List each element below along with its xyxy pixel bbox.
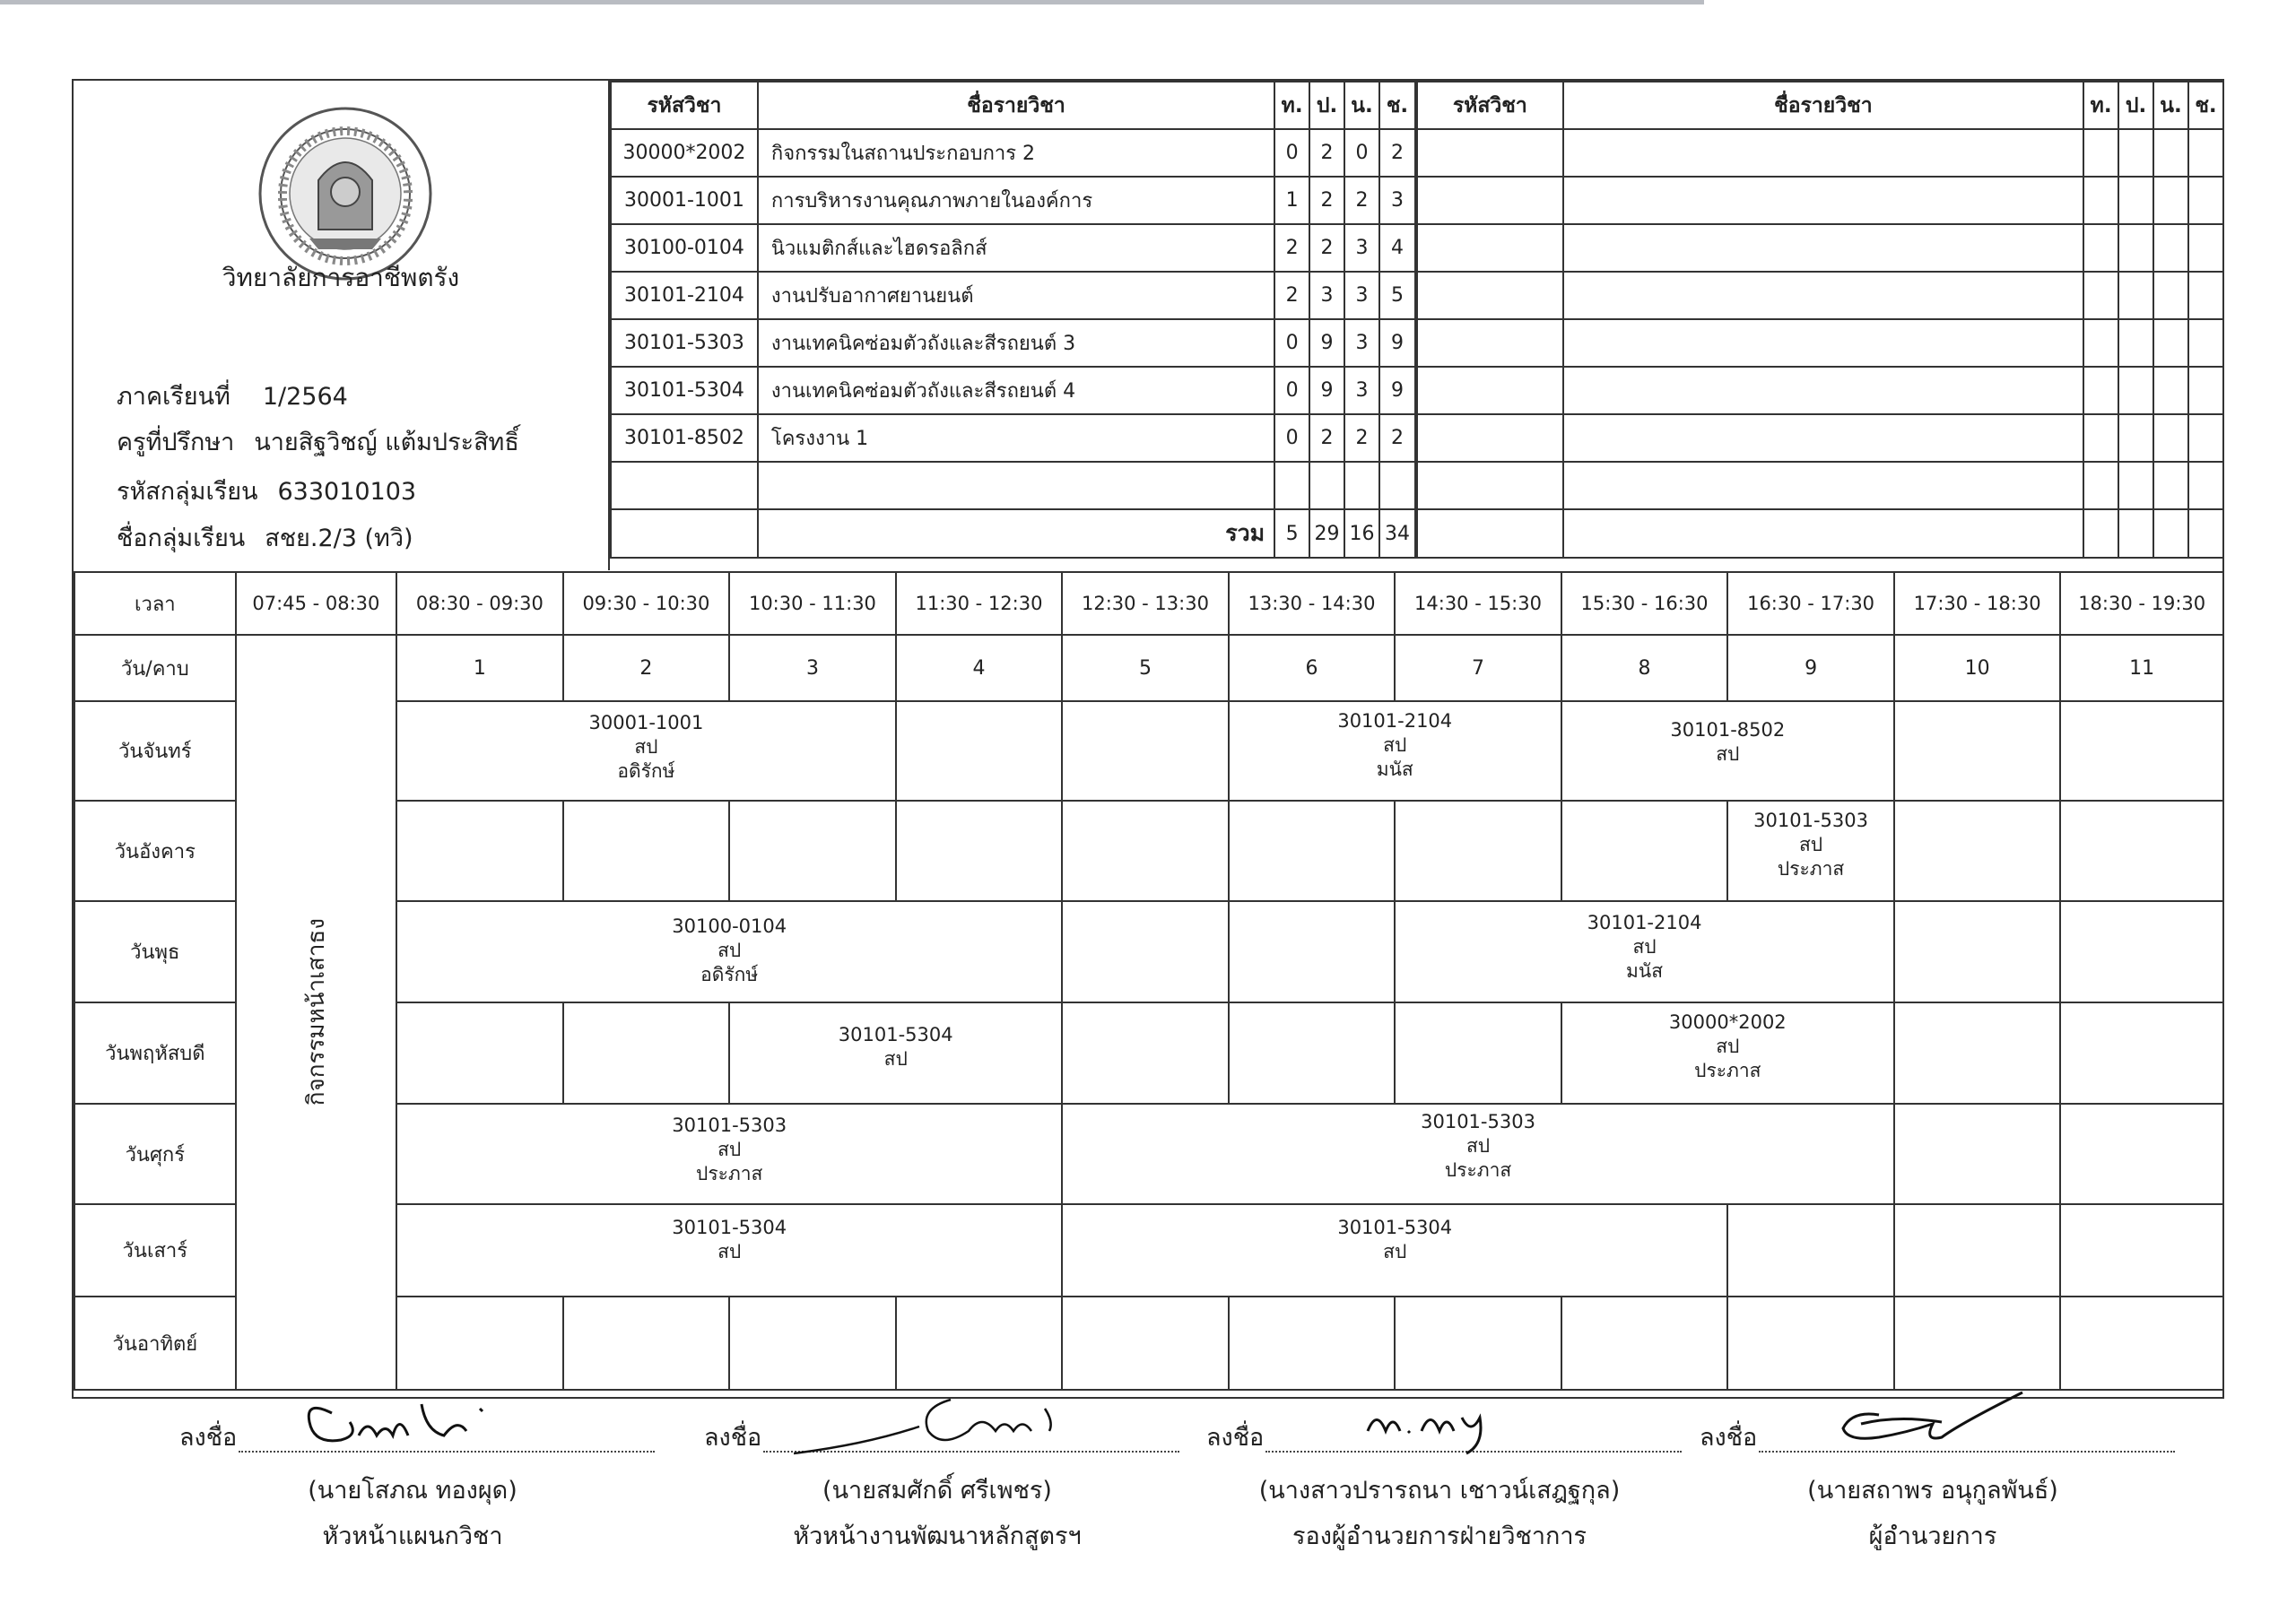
credits-n: 3 xyxy=(1344,224,1379,272)
day-label: วันศุกร์ xyxy=(74,1104,236,1204)
subject-name: งานปรับอากาศยานยนต์ xyxy=(758,272,1274,319)
signature-line xyxy=(1700,1408,2166,1462)
table-row xyxy=(611,272,1415,319)
session-room: สป xyxy=(1632,936,1657,958)
time-slot: 16:30 - 17:30 xyxy=(1727,572,1894,635)
signature-block xyxy=(179,1408,646,1555)
seal-icon xyxy=(256,104,435,283)
hours-p: 2 xyxy=(1309,129,1344,177)
session-code: 30101-5304 xyxy=(838,1024,953,1045)
period-label: วัน/คาบ xyxy=(74,635,236,701)
sign-label: ลงชื่อ xyxy=(179,1424,238,1452)
table-row xyxy=(611,224,1415,272)
signature-block xyxy=(704,1408,1170,1555)
group-name-label: ชื่อกลุ่มเรียน xyxy=(117,525,246,552)
subject-code: 30101-8502 xyxy=(611,414,758,462)
header-c: ช. xyxy=(1379,82,1415,129)
time-slot: 18:30 - 19:30 xyxy=(2060,572,2223,635)
session-code: 30101-2104 xyxy=(1337,710,1453,732)
semester-row xyxy=(117,377,348,415)
header-n: น. xyxy=(1344,82,1379,129)
class-session xyxy=(1229,701,1561,801)
class-session xyxy=(1561,701,1894,801)
period-number: 5 xyxy=(1062,635,1229,701)
class-session xyxy=(396,901,1062,1002)
day-row-sunday xyxy=(74,1297,2223,1390)
session-teacher: อดิรักษ์ xyxy=(617,760,675,782)
hours-c: 2 xyxy=(1379,129,1415,177)
total-p: 29 xyxy=(1309,509,1344,558)
signer-position: หัวหน้าแผนกวิชา xyxy=(322,1522,503,1550)
hours-p: 2 xyxy=(1309,414,1344,462)
credits-n: 3 xyxy=(1344,367,1379,414)
time-label: เวลา xyxy=(74,572,236,635)
session-teacher: ประภาส xyxy=(696,1163,763,1184)
table-row-empty xyxy=(1417,414,2223,462)
table-row-empty xyxy=(1417,272,2223,319)
time-slot: 11:30 - 12:30 xyxy=(896,572,1063,635)
session-room: สป xyxy=(1798,834,1823,855)
header-p: ป. xyxy=(1309,82,1344,129)
session-code: 30101-5303 xyxy=(672,1115,787,1136)
table-row-empty xyxy=(1417,319,2223,367)
group-name-value: สชย.2/3 (ทวิ) xyxy=(265,525,413,552)
session-code: 30101-5304 xyxy=(672,1217,787,1238)
subject-table-header xyxy=(611,82,1415,129)
group-code-value: 633010103 xyxy=(277,478,417,506)
hours-t: 0 xyxy=(1274,367,1309,414)
class-session xyxy=(729,1002,1062,1104)
subject-code: 30101-5303 xyxy=(611,319,758,367)
semester-value: 1/2564 xyxy=(262,383,348,411)
signer-name: (นางสาวปรารถนา เชาวน์เสฎฐกุล) xyxy=(1258,1477,1621,1505)
header-p: ป. xyxy=(2118,82,2153,129)
hours-p: 9 xyxy=(1309,319,1344,367)
time-slot: 10:30 - 11:30 xyxy=(729,572,896,635)
class-session xyxy=(396,1204,1062,1297)
session-room: สป xyxy=(718,1241,742,1262)
hours-p: 2 xyxy=(1309,224,1344,272)
period-number: 10 xyxy=(1894,635,2061,701)
period-number: 9 xyxy=(1727,635,1894,701)
session-teacher: ประภาส xyxy=(1777,858,1845,880)
period-row xyxy=(74,635,2223,701)
signature-line xyxy=(179,1408,646,1462)
header-c: ช. xyxy=(2188,82,2223,129)
signer-position: หัวหน้างานพัฒนาหลักสูตรฯ xyxy=(793,1522,1082,1550)
period-number: 4 xyxy=(896,635,1063,701)
header-code: รหัสวิชา xyxy=(1417,82,1563,129)
advisor-row xyxy=(117,422,519,461)
table-row-empty xyxy=(1417,129,2223,177)
signer-position: รองผู้อำนวยการฝ่ายวิชาการ xyxy=(1292,1522,1587,1550)
header-code: รหัสวิชา xyxy=(611,82,758,129)
session-code: 30101-8502 xyxy=(1670,719,1786,741)
class-session xyxy=(396,1104,1062,1204)
subject-code: 30001-1001 xyxy=(611,177,758,224)
header-t: ท. xyxy=(2083,82,2118,129)
total-c: 34 xyxy=(1379,509,1415,558)
credits-n: 0 xyxy=(1344,129,1379,177)
signer-name: (นายโสภณ ทองผุด) xyxy=(308,1477,517,1505)
session-code: 30101-5304 xyxy=(1337,1217,1453,1238)
subject-code: 30100-0104 xyxy=(611,224,758,272)
hours-c: 9 xyxy=(1379,367,1415,414)
group-name-row xyxy=(117,518,413,557)
group-code-label: รหัสกลุ่มเรียน xyxy=(117,478,258,506)
day-row-monday xyxy=(74,701,2223,801)
class-session xyxy=(1062,1104,1894,1204)
sign-label: ลงชื่อ xyxy=(1206,1424,1265,1452)
advisor-value: นายสิฐวิชญ์ แต้มประสิทธิ์ xyxy=(254,429,519,456)
subject-name: นิวแมติกส์และไฮดรอลิกส์ xyxy=(758,224,1274,272)
signature-block xyxy=(1700,1408,2166,1555)
hours-t: 2 xyxy=(1274,272,1309,319)
credits-n: 3 xyxy=(1344,319,1379,367)
hours-c: 3 xyxy=(1379,177,1415,224)
day-label: วันจันทร์ xyxy=(74,701,236,801)
hours-p: 9 xyxy=(1309,367,1344,414)
signature-block xyxy=(1206,1408,1673,1555)
session-room: สป xyxy=(883,1048,908,1070)
day-row-thursday xyxy=(74,1002,2223,1104)
session-code: 30101-5303 xyxy=(1753,810,1868,831)
subject-code: 30000*2002 xyxy=(611,129,758,177)
session-room: สป xyxy=(1716,743,1740,765)
subject-name: กิจกรรมในสถานประกอบการ 2 xyxy=(758,129,1274,177)
class-info-panel xyxy=(72,79,610,570)
subject-code: 30101-2104 xyxy=(611,272,758,319)
hours-c: 2 xyxy=(1379,414,1415,462)
signer-position: ผู้อำนวยการ xyxy=(1868,1522,1997,1550)
session-code: 30100-0104 xyxy=(672,915,787,937)
total-t: 5 xyxy=(1274,509,1309,558)
semester-label: ภาคเรียนที่ xyxy=(117,383,230,411)
table-row-empty xyxy=(1417,367,2223,414)
day-label: วันพุธ xyxy=(74,901,236,1002)
day-label: วันอังคาร xyxy=(74,801,236,901)
signer-name: (นายสถาพร อนุกูลพันธ์) xyxy=(1807,1477,2058,1505)
handwritten-signature xyxy=(287,1395,520,1458)
session-room: สป xyxy=(1383,734,1407,756)
session-teacher: มนัส xyxy=(1376,759,1413,780)
class-session xyxy=(1561,1002,1894,1104)
time-slot: 09:30 - 10:30 xyxy=(563,572,730,635)
hours-t: 2 xyxy=(1274,224,1309,272)
table-row-empty xyxy=(1417,509,2223,558)
hours-c: 4 xyxy=(1379,224,1415,272)
assembly-text: กิจกรรมหน้าเสาธง xyxy=(302,918,330,1106)
table-row xyxy=(611,129,1415,177)
session-room: สป xyxy=(634,736,658,758)
hours-t: 0 xyxy=(1274,414,1309,462)
signature-line xyxy=(1206,1408,1673,1462)
session-code: 30101-2104 xyxy=(1587,912,1702,933)
time-slot: 17:30 - 18:30 xyxy=(1894,572,2061,635)
time-slot: 07:45 - 08:30 xyxy=(236,572,397,635)
period-number: 6 xyxy=(1229,635,1396,701)
subject-name: งานเทคนิคซ่อมตัวถังและสีรถยนต์ 3 xyxy=(758,319,1274,367)
credits-n: 2 xyxy=(1344,414,1379,462)
day-row-friday xyxy=(74,1104,2223,1204)
table-row xyxy=(611,414,1415,462)
day-label: วันเสาร์ xyxy=(74,1204,236,1297)
hours-t: 1 xyxy=(1274,177,1309,224)
college-name: วิทยาลัยการอาชีพตรัง xyxy=(222,263,460,292)
hours-p: 2 xyxy=(1309,177,1344,224)
table-row xyxy=(611,367,1415,414)
total-n: 16 xyxy=(1344,509,1379,558)
table-row xyxy=(611,177,1415,224)
hours-t: 0 xyxy=(1274,319,1309,367)
assembly-cell xyxy=(236,635,397,1390)
credits-n: 2 xyxy=(1344,177,1379,224)
time-slot: 13:30 - 14:30 xyxy=(1229,572,1396,635)
period-number: 3 xyxy=(729,635,896,701)
subject-table-right xyxy=(1416,81,2224,559)
handwritten-signature xyxy=(794,1391,1081,1458)
subject-code: 30101-5304 xyxy=(611,367,758,414)
header-name: ชื่อรายวิชา xyxy=(758,82,1274,129)
hours-c: 5 xyxy=(1379,272,1415,319)
handwritten-signature xyxy=(1359,1391,1556,1458)
session-room: สป xyxy=(1383,1241,1407,1262)
session-room: สป xyxy=(718,940,742,961)
period-number: 8 xyxy=(1561,635,1728,701)
session-teacher: มนัส xyxy=(1626,960,1664,982)
sign-label: ลงชื่อ xyxy=(1700,1424,1758,1452)
session-room: สป xyxy=(1716,1036,1740,1057)
total-label: รวม xyxy=(758,509,1274,558)
session-room: สป xyxy=(1465,1135,1491,1157)
table-row-empty xyxy=(1417,462,2223,509)
hours-t: 0 xyxy=(1274,129,1309,177)
advisor-label: ครูที่ปรึกษา xyxy=(117,429,235,456)
session-code: 30101-5303 xyxy=(1421,1111,1535,1132)
time-slot: 15:30 - 16:30 xyxy=(1561,572,1728,635)
header-t: ท. xyxy=(1274,82,1309,129)
time-slot: 14:30 - 15:30 xyxy=(1395,572,1561,635)
scan-edge xyxy=(0,0,1704,4)
handwritten-signature xyxy=(1807,1388,2040,1460)
session-room: สป xyxy=(718,1139,742,1160)
day-label: วันอาทิตย์ xyxy=(74,1297,236,1390)
period-number: 11 xyxy=(2060,635,2223,701)
session-code: 30001-1001 xyxy=(588,712,704,733)
day-label: วันพฤหัสบดี xyxy=(74,1002,236,1104)
period-number: 2 xyxy=(563,635,730,701)
sign-label: ลงชื่อ xyxy=(704,1424,762,1452)
group-code-row xyxy=(117,472,416,510)
total-row xyxy=(611,509,1415,558)
timetable xyxy=(74,571,2224,1391)
header-name: ชื่อรายวิชา xyxy=(1563,82,2084,129)
table-row-empty xyxy=(611,462,1415,509)
signer-name: (นายสมศักดิ์ ศรีเพชร) xyxy=(822,1477,1052,1505)
subject-table-left xyxy=(610,81,1416,559)
header-n: น. xyxy=(2153,82,2188,129)
time-slot: 08:30 - 09:30 xyxy=(396,572,563,635)
session-teacher: ประภาส xyxy=(1444,1159,1512,1181)
session-teacher: ประภาส xyxy=(1694,1060,1761,1081)
subject-name: งานเทคนิคซ่อมตัวถังและสีรถยนต์ 4 xyxy=(758,367,1274,414)
time-slot: 12:30 - 13:30 xyxy=(1062,572,1229,635)
subject-name: การบริหารงานคุณภาพภายในองค์การ xyxy=(758,177,1274,224)
period-number: 1 xyxy=(396,635,563,701)
day-row-wednesday xyxy=(74,901,2223,1002)
day-row-tuesday xyxy=(74,801,2223,901)
class-session xyxy=(396,701,896,801)
table-row-empty xyxy=(1417,177,2223,224)
session-teacher: อดิรักษ์ xyxy=(700,964,759,985)
subject-table-header-right xyxy=(1417,82,2223,129)
credits-n: 3 xyxy=(1344,272,1379,319)
class-session xyxy=(1062,1204,1727,1297)
session-code: 30000*2002 xyxy=(1668,1011,1787,1033)
signature-line xyxy=(704,1408,1170,1462)
class-session xyxy=(1395,901,1894,1002)
hours-p: 3 xyxy=(1309,272,1344,319)
time-row xyxy=(74,572,2223,635)
period-number: 7 xyxy=(1395,635,1561,701)
table-row xyxy=(611,319,1415,367)
table-row-empty xyxy=(1417,224,2223,272)
subject-name: โครงงาน 1 xyxy=(758,414,1274,462)
hours-c: 9 xyxy=(1379,319,1415,367)
day-row-saturday xyxy=(74,1204,2223,1297)
class-session xyxy=(1727,801,1894,901)
